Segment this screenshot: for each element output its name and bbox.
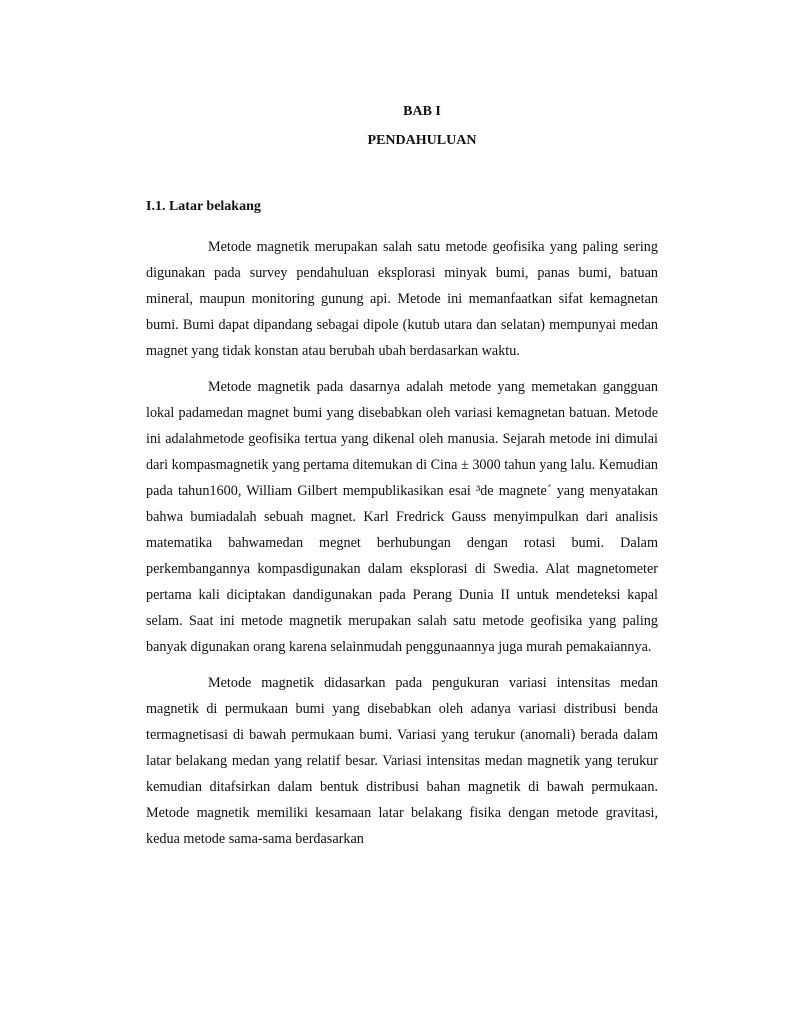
chapter-number: BAB I [403,104,441,119]
body-text [146,234,658,847]
section-heading: I.1. Latar belakang [146,199,261,214]
chapter-title: PENDAHULUAN [367,133,477,148]
paragraph-1: Metode magnetik merupakan salah satu metode geofisika yang paling sering digunakan pada survey pendahuluan eksplorasi minyak bumi, panas bumi, batuan mineral, maupun monitoring gunung api. Metode ini memanfaatkan sifat kemagnetan bumi. Bumi dapat dipandang sebagai dipole (kutub utara dan selatan) mempunyai medan magnet yang tidak konstan atau berubah ubah berdasarkan waktu. [146,239,658,359]
paragraph-3: Metode magnetik didasarkan pada pengukuran variasi intensitas medan magnetik di permukaan bumi yang disebabkan oleh adanya variasi distribusi benda termagnetisasi di bawah permukaan bumi. Variasi yang terukur (anomali) berada dalam latar belakang medan yang relatif besar. Variasi intensitas medan magnetik yang terukur kemudian ditafsirkan dalam bentuk distribusi bahan magnetik di bawah permukaan. Metode magnetik memiliki kesamaan latar belakang fisika dengan metode gravitasi, kedua metode sama-sama berdasarkan [146,675,658,847]
paragraph-2: Metode magnetik pada dasarnya adalah metode yang memetakan gangguan lokal padamedan magnet bumi yang disebabkan oleh variasi kemagnetan batuan. Metode ini adalahmetode geofisika tertua yang dikenal oleh manusia. Sejarah metode ini dimulai dari kompasmagnetik yang pertama ditemukan di Cina ± 3000 tahun yang lalu. Kemudian pada tahun1600, William Gilbert mempublikasikan esai ³de magnete´ yang menyatakan bahwa bumiadalah sebuah magnet. Karl Fredrick Gauss menyimpulkan dari analisis matematika bahwamedan megnet berhubungan dengan rotasi bumi. Dalam perkembangannya kompasdigunakan dalam eksplorasi di Swedia. Alat magnetometer pertama kali diciptakan dandigunakan pada Perang Dunia II untuk mendeteksi kapal selam. Saat ini metode magnetik merupakan salah satu metode geofisika yang paling banyak digunakan orang karena selainmudah penggunaannya juga murah pemakaiannya. [146,379,658,655]
